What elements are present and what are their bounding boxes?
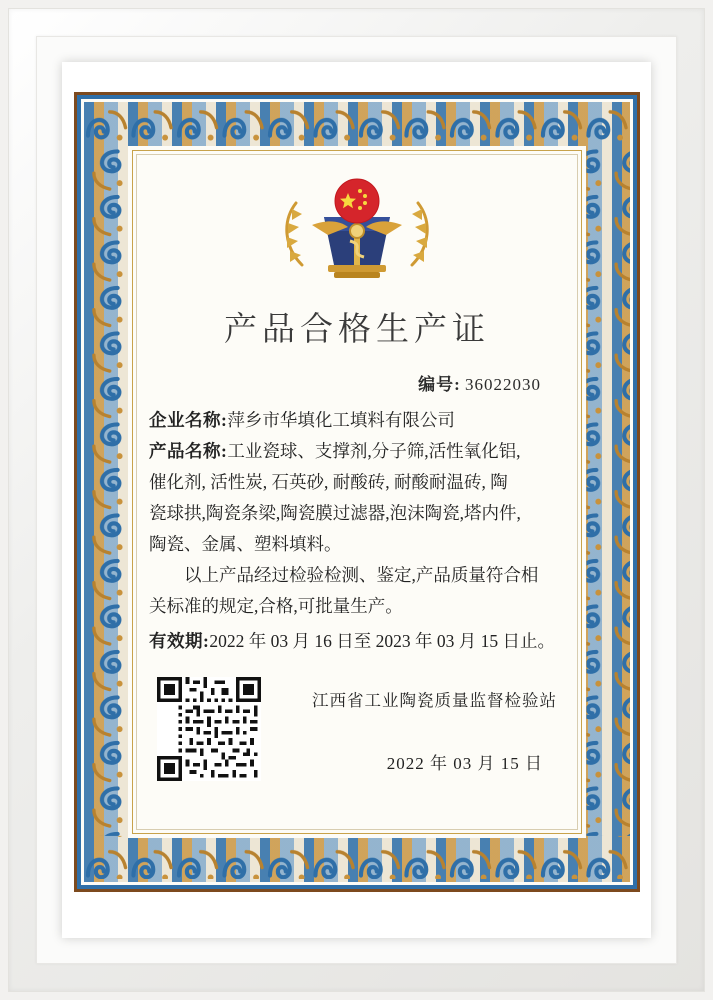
company-name-value: 萍乡市华填化工填料有限公司 (227, 410, 455, 430)
serial-label: 编号: (418, 375, 461, 394)
validity-value: 2022 年 03 月 16 日至 2023 年 03 月 15 日止。 (209, 631, 555, 651)
emblem-wrap (149, 169, 565, 297)
certificate-footer (149, 671, 565, 821)
validity-row (149, 626, 565, 657)
statement-line: 以上产品经过检验检测、鉴定,产品质量符合相 (184, 565, 539, 585)
company-name-label: 企业名称: (149, 410, 228, 430)
serial-value: 36022030 (465, 375, 541, 394)
validity-label: 有效期: (149, 631, 210, 651)
product-name-value: 工业瓷球、支撑剂,分子筛,活性氧化铝, (227, 441, 521, 461)
certificate-body (149, 405, 565, 657)
product-name-row (149, 436, 565, 467)
qr-code-icon[interactable] (157, 677, 261, 781)
company-name-row (149, 405, 565, 436)
china-quality-inspection-emblem-icon (262, 169, 452, 297)
product-name-label: 产品名称: (149, 441, 228, 461)
certificate-content (139, 157, 575, 827)
issuer-name: 江西省工业陶瓷质量监督检验站 (312, 691, 557, 710)
product-line: 陶瓷、金属、塑料填料。 (149, 534, 342, 554)
issue-date: 2022 年 03 月 15 日 (386, 754, 543, 773)
serial-row (149, 370, 565, 395)
certificate (74, 92, 640, 892)
product-line: 瓷球拱,陶瓷条梁,陶瓷膜过滤器,泡沫陶瓷,塔内件, (149, 503, 521, 523)
statement-line: 关标准的规定,合格,可批量生产。 (149, 596, 403, 616)
page-title: 产品合格生产证 (224, 312, 490, 348)
product-line: 催化剂, 活性炭, 石英砂, 耐酸砖, 耐酸耐温砖, 陶 (149, 472, 508, 492)
